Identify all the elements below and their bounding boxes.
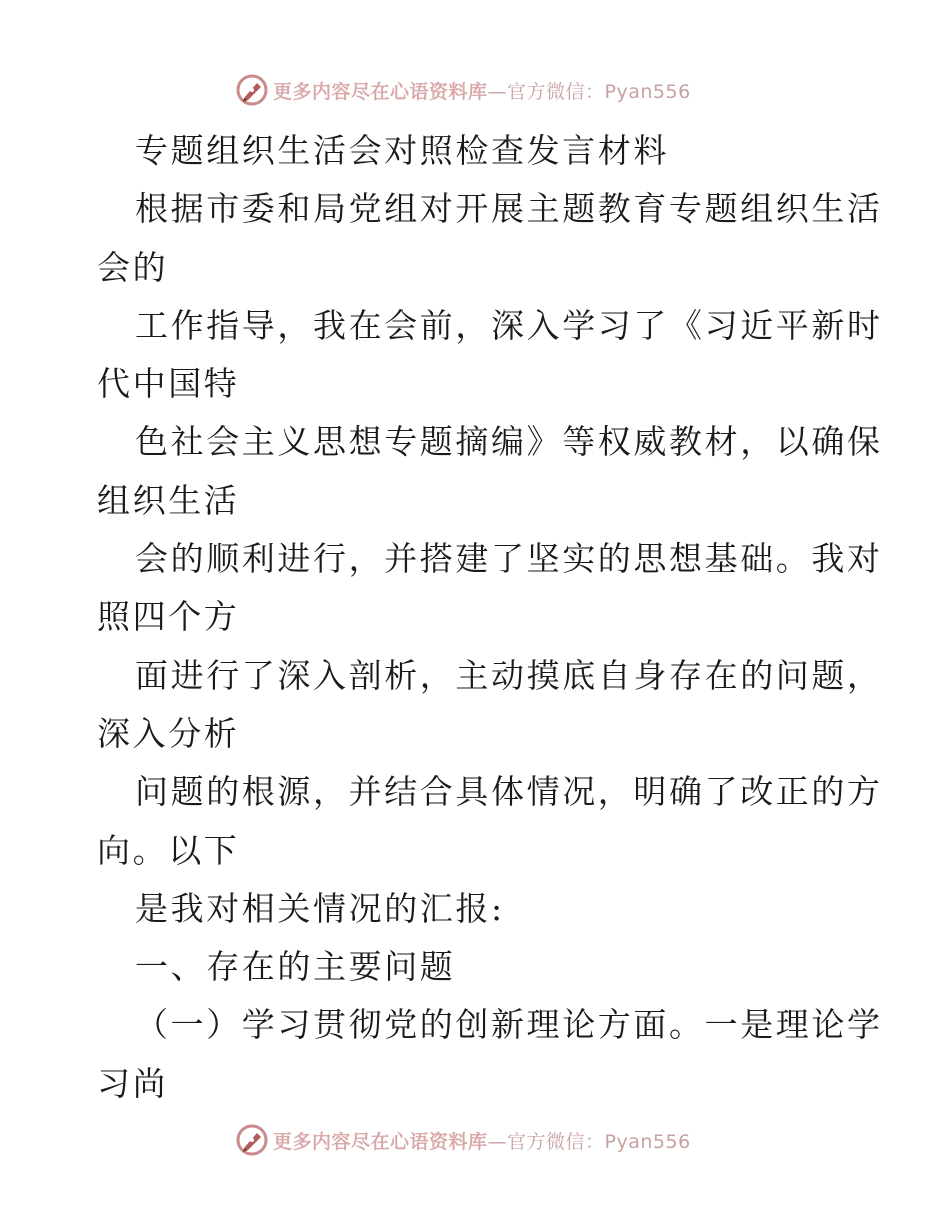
paragraph-line: 代中国特: [97, 364, 240, 404]
watermark-main-text: 更多内容尽在心语资料库: [273, 80, 488, 103]
paragraph-line: 会的顺利进行，并搭建了坚实的思想基础。我对: [135, 539, 883, 579]
document-body: [97, 122, 883, 1113]
pen-logo-icon: [235, 73, 269, 107]
footer-watermark: [235, 1122, 755, 1158]
paragraph-line: 问题的根源，并结合具体情况，明确了改正的方: [135, 772, 883, 812]
header-watermark: [235, 72, 755, 108]
watermark-wechat-text: —官方微信：Pyan556: [487, 1130, 691, 1153]
section-heading: 一、存在的主要问题: [135, 947, 456, 987]
watermark-main-text: 更多内容尽在心语资料库: [273, 1130, 488, 1153]
paragraph-line: 组织生活: [97, 480, 240, 520]
paragraph-line: 习尚: [97, 1063, 169, 1103]
paragraph-line: 深入分析: [97, 713, 240, 753]
document-title: 专题组织生活会对照检查发言材料: [135, 131, 669, 170]
paragraph-line: 色社会主义思想专题摘编》等权威教材，以确保: [135, 422, 883, 462]
paragraph-line: 工作指导，我在会前，深入学习了《习近平新时: [135, 305, 883, 345]
subsection-heading-line: （一）学习贯彻党的创新理论方面。一是理论学: [135, 1005, 883, 1045]
watermark-text: [273, 77, 691, 104]
paragraph-line: 面进行了深入剖析，主动摸底自身存在的问题，: [135, 655, 883, 695]
paragraph-line: 照四个方: [97, 597, 240, 637]
paragraph-line: 向。以下: [97, 830, 240, 870]
watermark-wechat-text: —官方微信：Pyan556: [487, 80, 691, 103]
paragraph-line: 根据市委和局党组对开展主题教育专题组织生活: [135, 189, 883, 229]
watermark-text: [273, 1127, 691, 1154]
pen-logo-icon: [235, 1123, 269, 1157]
paragraph-line: 会的: [97, 247, 169, 287]
paragraph-line: 是我对相关情况的汇报:: [135, 888, 505, 928]
